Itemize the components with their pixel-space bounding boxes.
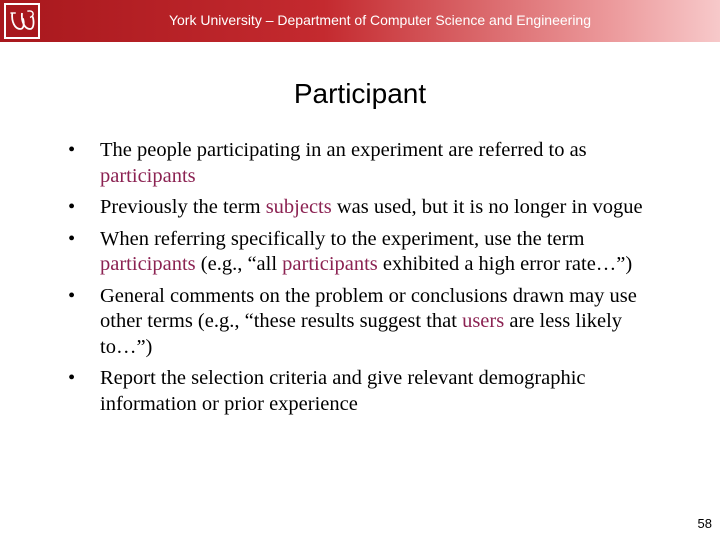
bullet-text: (e.g., “all bbox=[195, 253, 283, 275]
header-bar bbox=[0, 0, 720, 42]
bullet-icon: • bbox=[68, 139, 76, 161]
bullet-icon: • bbox=[68, 196, 76, 218]
bullet-item bbox=[68, 227, 668, 278]
highlighted-term: users bbox=[462, 310, 505, 332]
highlighted-term: participants bbox=[100, 164, 196, 187]
bullet-icon: • bbox=[68, 227, 76, 250]
bullet-item bbox=[68, 284, 668, 361]
bullet-text: are less likely to…”) bbox=[100, 310, 623, 358]
highlighted-term: subjects bbox=[265, 196, 332, 218]
bullet-item bbox=[68, 138, 668, 189]
bullet-text: General comments on the problem or conclusions drawn may use other terms (e.g., “these results suggest that bbox=[100, 284, 637, 332]
slide-title: Participant bbox=[293, 78, 427, 109]
bullet-list bbox=[68, 138, 668, 423]
bullet-text: exhibited a high error rate…”) bbox=[377, 253, 633, 275]
page-number: 58 bbox=[697, 516, 712, 531]
highlighted-term: participants bbox=[282, 253, 378, 275]
header-title: York University – Department of Computer Science and Engineering bbox=[168, 12, 592, 28]
bullet-icon: • bbox=[68, 284, 76, 307]
bullet-text: was used, but it is no longer in vogue bbox=[331, 196, 643, 218]
bullet-icon: • bbox=[68, 367, 76, 389]
bullet-text: Previously the term bbox=[100, 196, 266, 218]
highlighted-term: participants bbox=[100, 253, 196, 275]
bullet-text: When referring specifically to the experiment, use the term bbox=[100, 227, 585, 250]
bullet-item bbox=[68, 195, 668, 221]
york-logo-icon bbox=[4, 3, 40, 39]
bullet-text: Report the selection criteria and give relevant demographic information or prior experience bbox=[100, 367, 586, 415]
bullet-item bbox=[68, 366, 668, 417]
bullet-text: The people participating in an experiment are referred to as bbox=[100, 139, 587, 161]
